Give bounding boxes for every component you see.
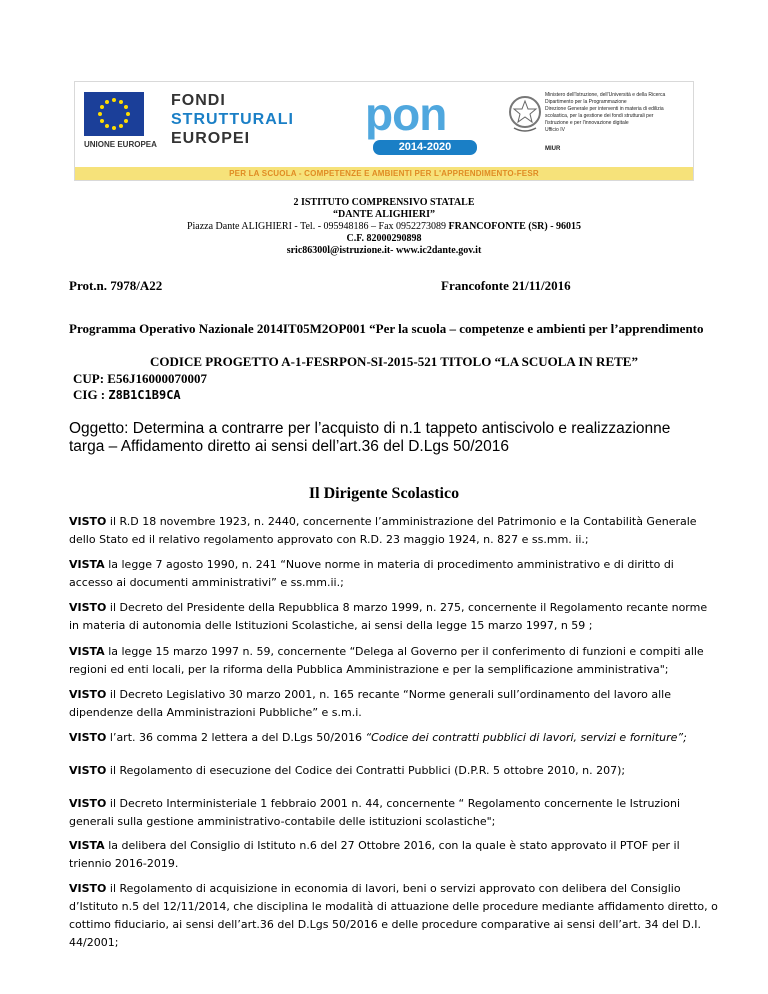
document-date: Francofonte 21/11/2016 [441,278,571,293]
codice-progetto: CODICE PROGETTO A-1-FESRPON-SI-2015-521 TITOLO “LA SCUOLA IN RETE” [150,354,638,369]
paragraph-7 [69,762,719,780]
paragraph-text: la legge 15 marzo 1997 n. 59, concernente “Delega al Governo per il conferimento di funzioni e compiti alle regioni ed enti locali, per la riforma della Pubblica Amministrazione e per la semplificazione amministrativa"; [69,645,704,676]
paragraph-keyword: VISTO [69,515,107,528]
banner-tagline-strip [75,167,693,180]
miur-line-6: Ufficio IV [545,127,565,133]
paragraph-keyword: VISTO [69,601,107,614]
school-line-1: 2 ISTITUTO COMPRENSIVO STATALE [293,197,475,208]
miur-text [545,92,690,134]
school-contacts: sric86300l@istruzione.it- www.ic2dante.gov.it [286,245,482,256]
paragraph-5 [69,686,719,722]
pon-word: pon [365,88,447,140]
paragraph-1 [69,513,719,549]
miur-label: MIUR [545,146,561,152]
paragraph-keyword: VISTA [69,558,105,571]
cig-label: CIG : [73,387,109,402]
school-address-city: FRANCOFONTE (SR) - 96015 [448,221,582,232]
cig-value: Z8B1C1B9CA [108,388,181,402]
cup-code: CUP: E56J16000070007 [73,371,207,386]
paragraph-text: il Decreto del Presidente della Repubblica 8 marzo 1999, n. 275, concernente il Regolamento recante norme in materia di autonomia delle Istituzioni Scolastiche, ai sensi della legge 15 marzo 1997, n 59 ; [69,601,708,632]
school-address [0,221,768,233]
paragraph-text: la legge 7 agosto 1990, n. 241 “Nuove norme in materia di procedimento amministrativo e di diritto di accesso ai documenti amministrativi” e ss.mm.ii.; [69,558,674,589]
paragraph-text: il Decreto Legislativo 30 marzo 2001, n. 165 recante “Norme generali sull’ordinamento del lavoro alle dipendenze della Amministrazioni Pubbliche” e s.m.i. [69,688,671,719]
paragraph-9 [69,837,719,873]
paragraph-8 [69,795,719,831]
paragraph-keyword: VISTO [69,882,107,895]
school-line-2: “DANTE ALIGHIERI” [333,209,435,220]
miur-line-5: l'istruzione e per l'innovazione digitale [545,120,629,126]
paragraph-text: il Regolamento di esecuzione del Codice dei Contratti Pubblici (D.P.R. 5 ottobre 2010, n. 207); [106,764,626,777]
banner-tagline: PER LA SCUOLA - COMPETENZE E AMBIENTI PER L'APPRENDIMENTO-FESR [229,169,539,178]
eu-flag-icon [84,92,144,136]
school-address-plain: Piazza Dante ALIGHIERI - Tel. - 095948186 – Fax 0952273089 [186,221,449,232]
paragraph-text: la delibera del Consiglio di Istituto n.6 del 27 Ottobre 2016, con la quale è stato approvato il PTOF per il triennio 2016-2019. [69,839,680,870]
miur-line-1: Ministero dell'Istruzione, dell'Università e della Ricerca [545,92,666,98]
fondi-line-3: EUROPEI [171,130,251,147]
eu-label: UNIONE EUROPEA [84,140,157,149]
cig-code [73,387,181,403]
pon-years: 2014-2020 [373,140,477,155]
miur-line-2: Dipartimento per la Programmazione [545,99,627,105]
section-heading: Il Dirigente Scolastico [308,485,460,502]
fondi-strutturali-logo [171,91,294,148]
paragraph-keyword: VISTA [69,645,105,658]
oggetto: Oggetto: Determina a contrarre per l’acquisto di n.1 tappeto antiscivolo e realizzazionne targa – Affidamento diretto ai sensi dell’art.36 del D.Lgs 50/2016 [69,420,671,455]
fondi-line-1: FONDI [171,92,226,109]
miur-line-3: Direzione Generale per interventi in materia di edilizia [545,106,664,112]
paragraph-italic: “Codice dei contratti pubblici di lavori, servizi e forniture”; [365,731,687,744]
paragraph-2 [69,556,719,592]
paragraph-text: il R.D 18 novembre 1923, n. 2440, concernente l’amministrazione del Patrimonio e la Contabilità Generale dello Stato ed il relativo regolamento approvato con R.D. 23 maggio 1924, n. 827 e ss.mm. ii.; [69,515,697,546]
italian-emblem-icon [508,94,542,134]
paragraph-3 [69,599,719,635]
programma-operativo: Programma Operativo Nazionale 2014IT05M2OP001 “Per la scuola – competenze e ambienti per l’apprendimento [69,321,704,336]
paragraph-10 [69,880,719,952]
paragraph-keyword: VISTA [69,839,105,852]
paragraph-text: il Decreto Interministeriale 1 febbraio 2001 n. 44, concernente “ Regolamento concernente le Istruzioni generali sulla gestione amministrativo-contabile delle istituzioni scolastiche"; [69,797,681,828]
pon-banner [74,81,694,181]
paragraph-keyword: VISTO [69,797,107,810]
paragraph-text: il Regolamento di acquisizione in economia di lavori, beni o servizi approvato con delibera del Consiglio d’Istituto n.5 del 12/11/2014, che disciplina le modalità di attuazione delle procedure mediante affidamento diretto, o cottimo fiduciario, ai sensi dell’art.36 del D.Lgs 50/2016 e delle procedure comparative ai sensi dell’art. 34 del D.I. 44/2001; [69,882,718,949]
paragraph-keyword: VISTO [69,688,107,701]
pon-logo [365,90,495,156]
protocol-number: Prot.n. 7978/A22 [69,278,163,293]
paragraph-6 [69,729,719,747]
paragraph-keyword: VISTO [69,731,107,744]
paragraph-text: l’art. 36 comma 2 lettera a del D.Lgs 50/2016 [106,731,366,744]
school-cf: C.F. 82000290898 [346,233,422,244]
paragraph-keyword: VISTO [69,764,107,777]
fondi-line-2: STRUTTURALI [171,111,294,128]
miur-line-4: scolastica, per la gestione dei fondi strutturali per [545,113,654,119]
paragraph-4 [69,643,719,679]
